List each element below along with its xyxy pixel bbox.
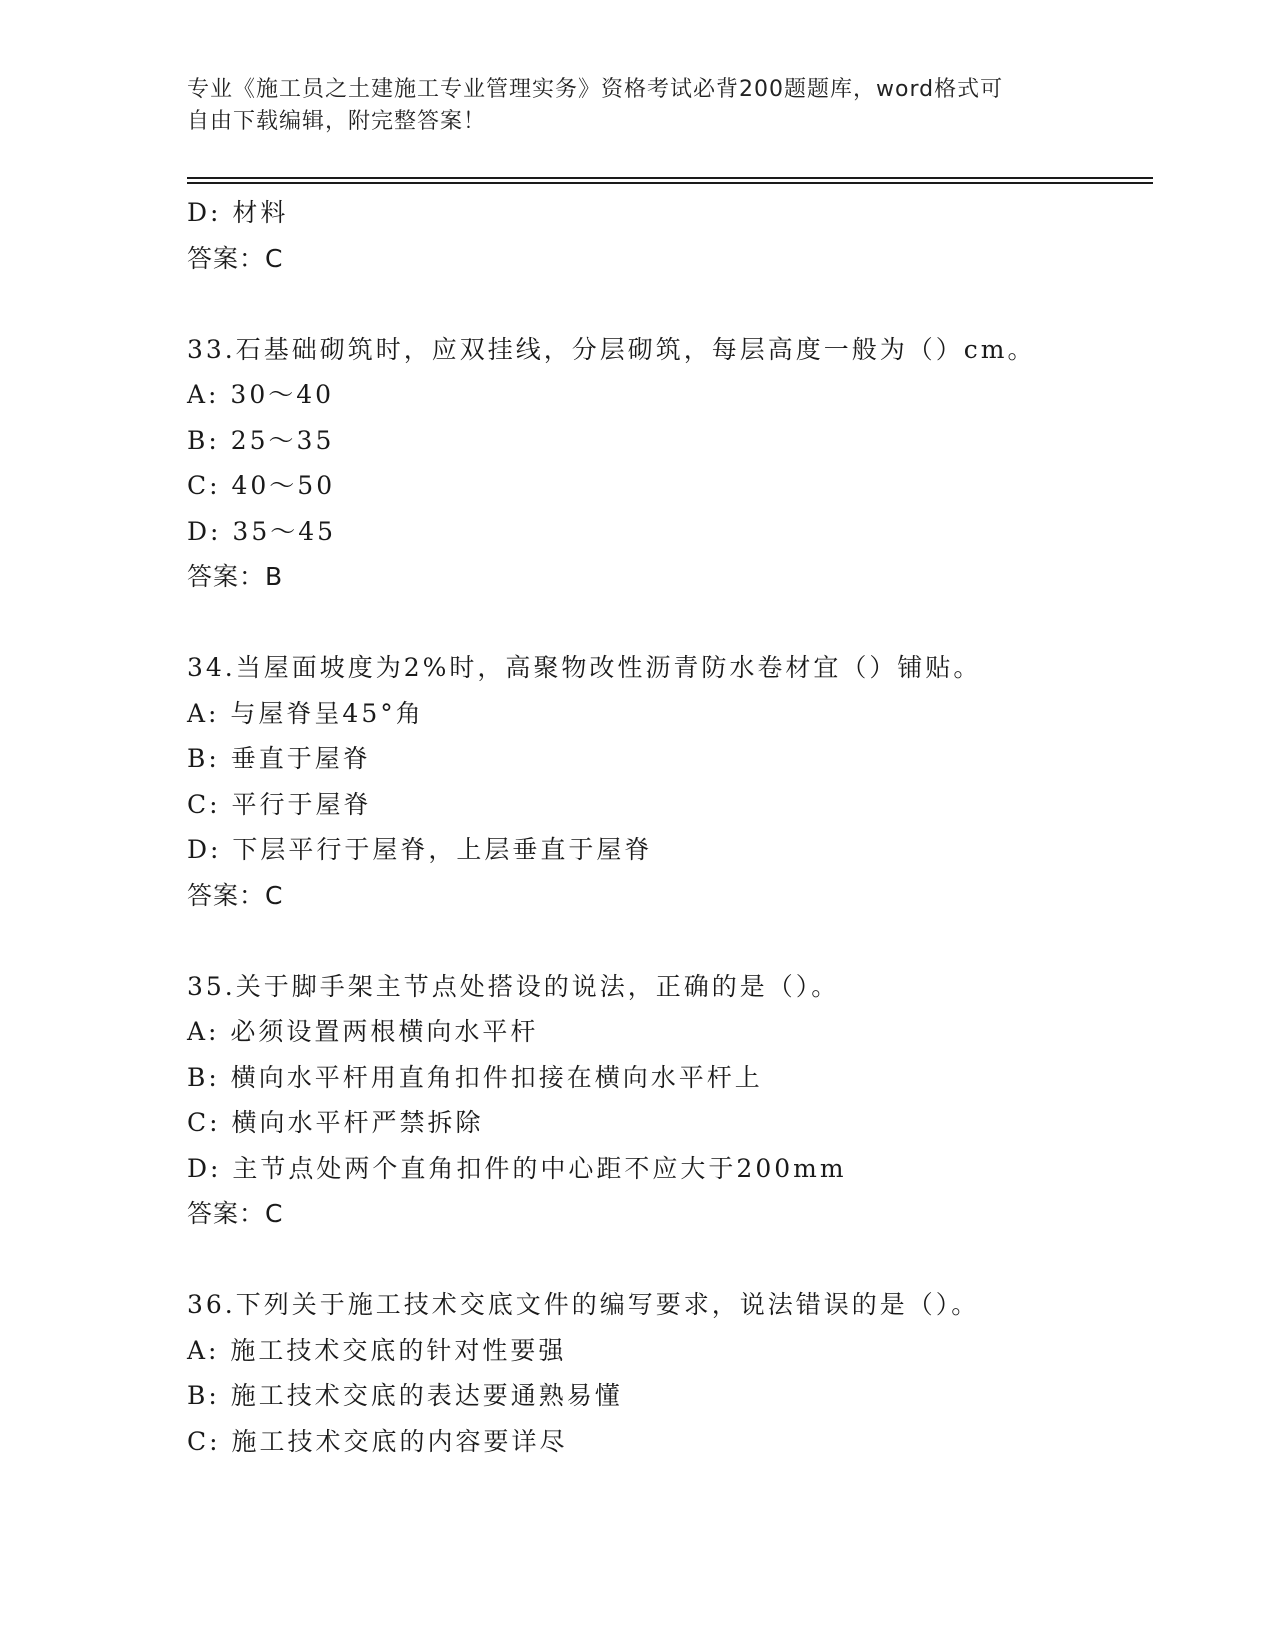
option-b: B: 横向水平杆用直角扣件扣接在横向水平杆上 [187, 1062, 763, 1092]
option-a: A: 30～40 [187, 380, 335, 409]
previous-question-tail [187, 190, 1153, 281]
question-stem: 34.当屋面坡度为2%时，高聚物改性沥青防水卷材宜（）铺贴。 [187, 653, 982, 682]
question-34 [187, 645, 1153, 918]
question-33 [187, 327, 1153, 600]
question-stem: 36.下列关于施工技术交底文件的编写要求，说法错误的是（）。 [187, 1290, 980, 1319]
answer: 答案：C [187, 880, 284, 910]
spacer [187, 600, 1153, 646]
option-c: C: 40～50 [187, 471, 336, 500]
header-divider-top [187, 177, 1153, 179]
question-36 [187, 1282, 1153, 1464]
question-35 [187, 964, 1153, 1237]
spacer [187, 1237, 1153, 1283]
option-d: D: 下层平行于屋脊，上层垂直于屋脊 [187, 835, 653, 864]
header-line-1: 专业《施工员之土建施工专业管理实务》资格考试必背200题题库，word格式可 [187, 77, 1004, 102]
option-d: D: 35～45 [187, 516, 337, 546]
answer: 答案：C [187, 243, 284, 273]
option-b: B: 25～35 [187, 425, 335, 455]
option-b: B: 施工技术交底的表达要通熟易懂 [187, 1381, 623, 1410]
question-stem: 35.关于脚手架主节点处搭设的说法，正确的是（）。 [187, 971, 840, 1001]
spacer [187, 281, 1153, 327]
option-c: C: 横向水平杆严禁拆除 [187, 1108, 484, 1137]
option-a: A: 施工技术交底的针对性要强 [187, 1335, 567, 1365]
question-list [187, 190, 1153, 1464]
answer: 答案：C [187, 1199, 284, 1228]
option-d: D: 主节点处两个直角扣件的中心距不应大于200mm [187, 1153, 847, 1183]
option-a: A: 必须设置两根横向水平杆 [187, 1017, 539, 1046]
document-header [187, 74, 1087, 138]
spacer [187, 918, 1153, 964]
header-divider-bottom [187, 182, 1153, 184]
option-b: B: 垂直于屋脊 [187, 744, 371, 773]
option-c: C: 平行于屋脊 [187, 789, 372, 819]
option-a: A: 与屋脊呈45°角 [187, 698, 424, 728]
option-c: C: 施工技术交底的内容要详尽 [187, 1426, 568, 1456]
header-line-2: 自由下载编辑，附完整答案！ [187, 109, 487, 134]
question-stem: 33.石基础砌筑时，应双挂线，分层砌筑，每层高度一般为（）cm。 [187, 334, 1036, 364]
option-d: D: 材料 [187, 198, 289, 227]
answer: 答案：B [187, 562, 284, 591]
